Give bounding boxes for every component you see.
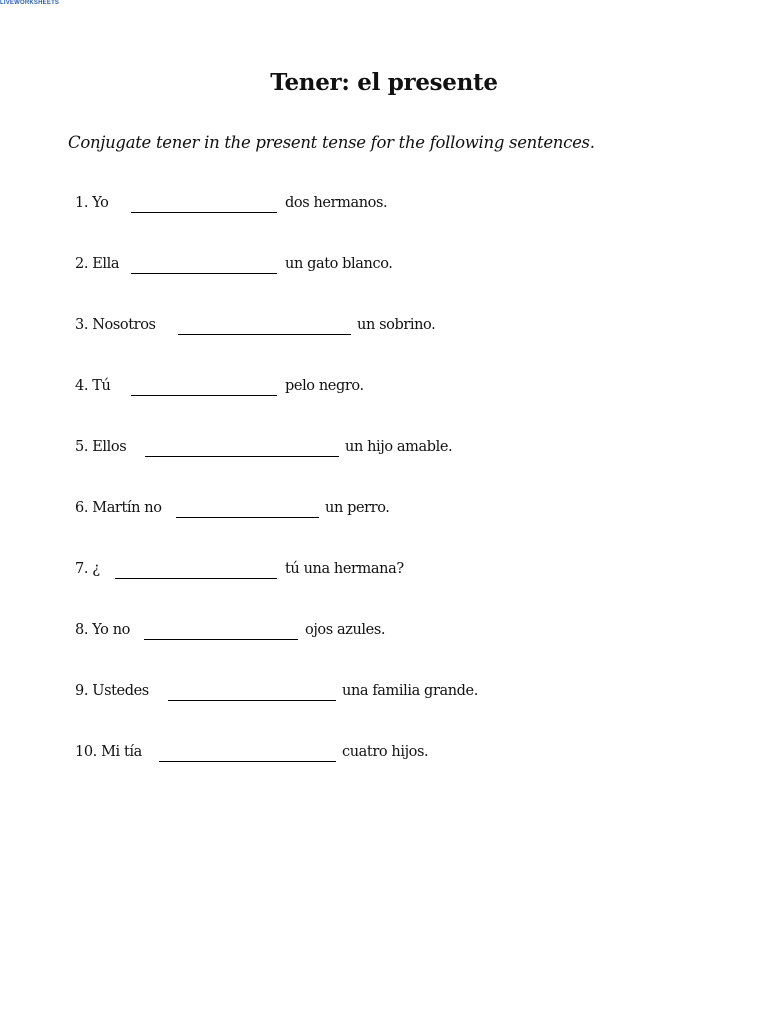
worksheet-title: Tener: el presente bbox=[270, 69, 498, 96]
answer-blank[interactable] bbox=[168, 700, 336, 701]
sentence-start: 3. Nosotros bbox=[75, 317, 156, 333]
answer-blank[interactable] bbox=[178, 334, 351, 335]
sentence-end: tú una hermana? bbox=[285, 561, 404, 577]
exercise-item-8 bbox=[75, 622, 675, 646]
sentence-end: una familia grande. bbox=[342, 683, 478, 699]
instructions-text: Conjugate tener in the present tense for the following sentences. bbox=[68, 133, 595, 152]
answer-blank[interactable] bbox=[131, 273, 277, 274]
sentence-end: un perro. bbox=[325, 500, 390, 516]
answer-blank[interactable] bbox=[159, 761, 336, 762]
exercise-item-9 bbox=[75, 683, 675, 707]
sentence-start: 1. Yo bbox=[75, 195, 109, 211]
exercise-item-10 bbox=[75, 744, 675, 768]
sentence-end: un sobrino. bbox=[357, 317, 436, 333]
exercise-item-7 bbox=[75, 561, 675, 585]
sentence-start: 6. Martín no bbox=[75, 500, 162, 516]
liveworksheets-logo: LIVEWORKSHEETS bbox=[0, 0, 60, 6]
sentence-end: dos hermanos. bbox=[285, 195, 388, 211]
exercise-item-5 bbox=[75, 439, 675, 463]
sentence-start: 7. ¿ bbox=[75, 561, 100, 577]
sentence-start: 5. Ellos bbox=[75, 439, 127, 455]
answer-blank[interactable] bbox=[176, 517, 319, 518]
sentence-end: cuatro hijos. bbox=[342, 744, 429, 760]
answer-blank[interactable] bbox=[145, 456, 339, 457]
answer-blank[interactable] bbox=[115, 578, 277, 579]
exercise-item-6 bbox=[75, 500, 675, 524]
sentence-end: ojos azules. bbox=[305, 622, 386, 638]
answer-blank[interactable] bbox=[131, 395, 277, 396]
exercise-item-2 bbox=[75, 256, 675, 280]
answer-blank[interactable] bbox=[144, 639, 298, 640]
sentence-start: 9. Ustedes bbox=[75, 683, 149, 699]
exercise-item-3 bbox=[75, 317, 675, 341]
sentence-start: 2. Ella bbox=[75, 256, 120, 272]
sentence-end: un hijo amable. bbox=[345, 439, 453, 455]
answer-blank[interactable] bbox=[131, 212, 277, 213]
sentence-start: 10. Mi tía bbox=[75, 744, 142, 760]
sentence-start: 8. Yo no bbox=[75, 622, 130, 638]
sentence-end: un gato blanco. bbox=[285, 256, 393, 272]
sentence-start: 4. Tú bbox=[75, 378, 111, 394]
exercise-item-4 bbox=[75, 378, 675, 402]
exercise-item-1 bbox=[75, 195, 675, 219]
sentence-end: pelo negro. bbox=[285, 378, 364, 394]
